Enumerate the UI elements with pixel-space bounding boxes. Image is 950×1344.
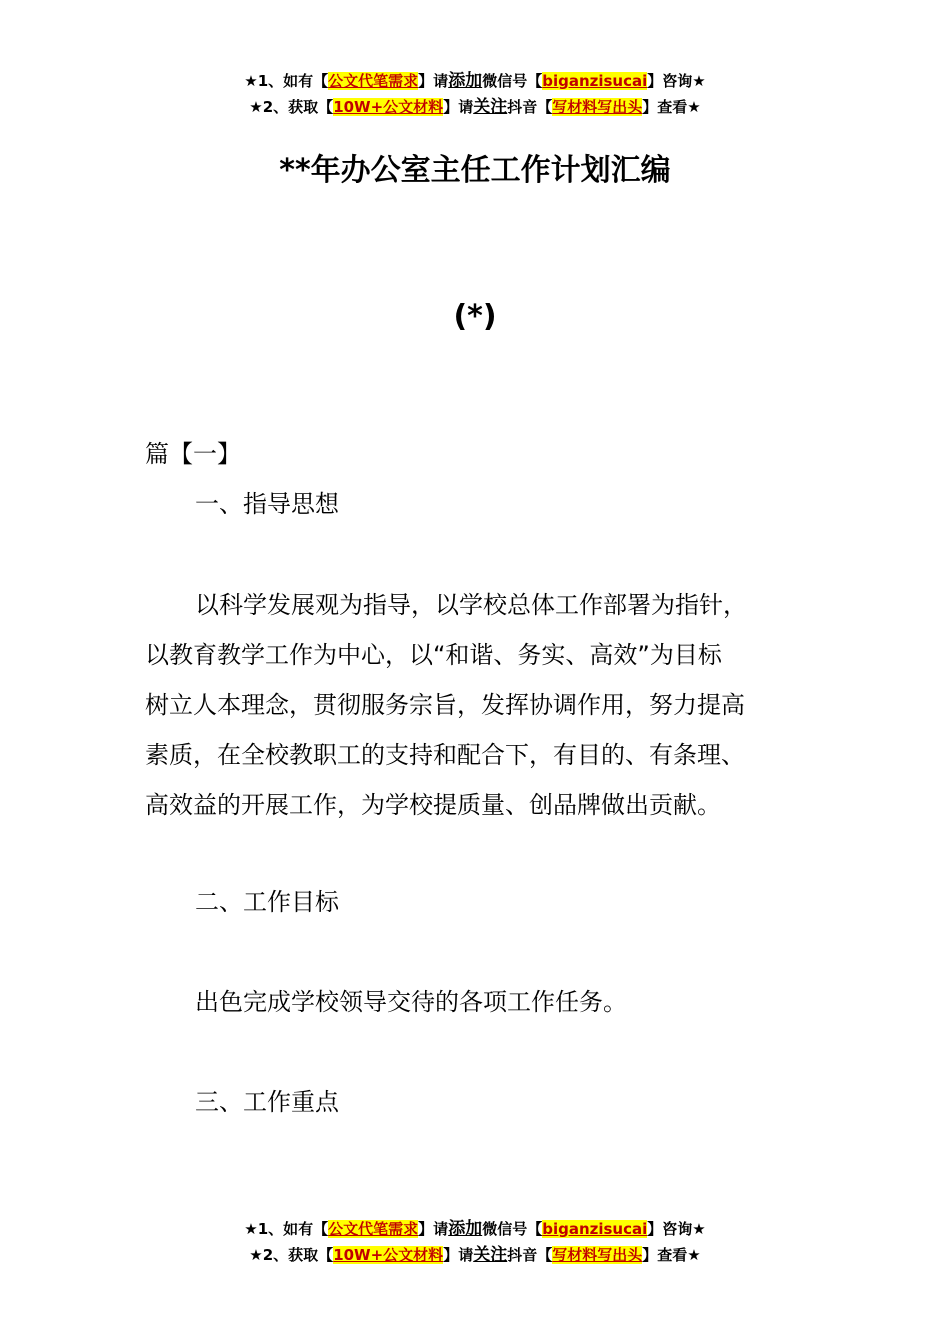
banner-line-1: ★1、如有【公文代笔需求】请添加微信号【biganzisucai】咨询★ [244, 71, 706, 91]
banner-highlight-service: 公文代笔需求 [328, 72, 419, 90]
document-subtitle: (*) [453, 299, 497, 334]
banner-line-2: ★2、获取【10W+公文材料】请关注抖音【写材料写出头】查看★ [249, 1245, 701, 1265]
paragraph-line: 以科学发展观为指导，以学校总体工作部署为指针， [195, 591, 747, 619]
header-banner [0, 68, 950, 120]
document-title: **年办公室主任工作计划汇编 [279, 153, 671, 188]
section-label: 篇【一】 [145, 440, 241, 468]
banner-highlight-service: 公文代笔需求 [328, 1220, 419, 1238]
banner-highlight-wechat: biganzisucai [542, 72, 648, 90]
banner-highlight-douyin: 写材料写出头 [552, 1246, 643, 1264]
banner-highlight-materials: 10W+公文材料 [333, 98, 444, 116]
footer-banner [0, 1216, 950, 1268]
banner-highlight-douyin: 写材料写出头 [552, 98, 643, 116]
paragraph-guiding-ideology [145, 580, 810, 830]
paragraph-work-goals: 出色完成学校领导交待的各项工作任务。 [195, 988, 627, 1016]
banner-line-1: ★1、如有【公文代笔需求】请添加微信号【biganzisucai】咨询★ [244, 1219, 706, 1239]
banner-highlight-wechat: biganzisucai [542, 1220, 648, 1238]
heading-guiding-ideology: 一、指导思想 [195, 490, 339, 518]
heading-work-goals: 二、工作目标 [195, 888, 339, 916]
banner-highlight-materials: 10W+公文材料 [333, 1246, 444, 1264]
paragraph-line: 树立人本理念，贯彻服务宗旨，发挥协调作用，努力提高 [145, 691, 745, 719]
banner-line-2: ★2、获取【10W+公文材料】请关注抖音【写材料写出头】查看★ [249, 97, 701, 117]
paragraph-line: 高效益的开展工作，为学校提质量、创品牌做出贡献。 [145, 791, 721, 819]
heading-work-focus: 三、工作重点 [195, 1088, 339, 1116]
paragraph-line: 以教育教学工作为中心，以“和谐、务实、高效”为目标 [145, 641, 722, 669]
paragraph-line: 素质，在全校教职工的支持和配合下，有目的、有条理、 [145, 741, 745, 769]
